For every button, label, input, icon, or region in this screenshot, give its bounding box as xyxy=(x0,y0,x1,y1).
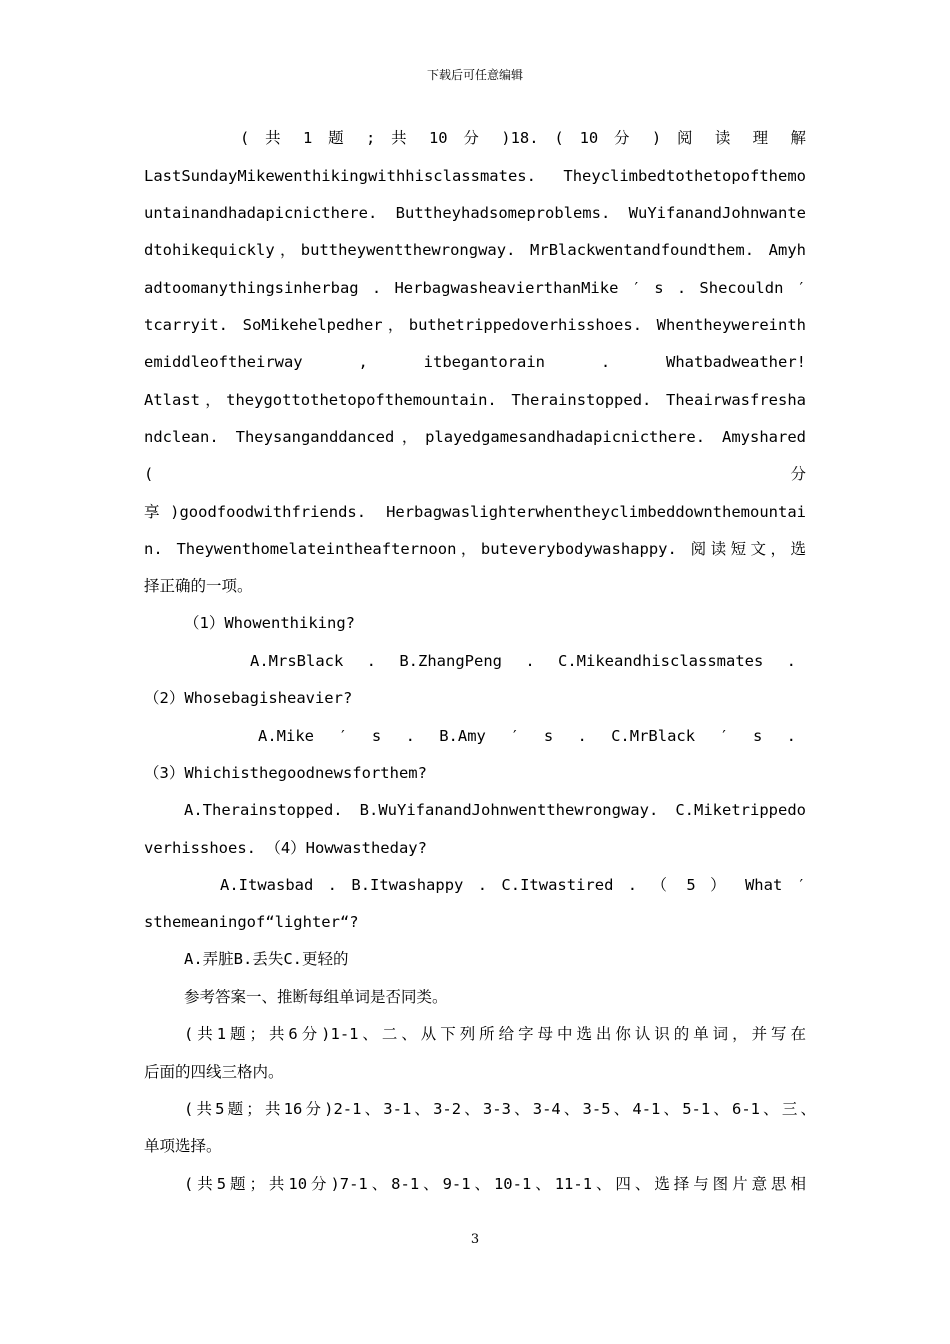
question-4: verhisshoes. （4）Howwastheday? xyxy=(144,839,427,857)
question-1: （1）Whowenthiking? xyxy=(184,614,355,632)
options-1: A.MrsBlack . B.ZhangPeng . C.Mikeandhisclassmates . xyxy=(250,652,796,670)
text-line: Atlast，theygottothetopofthemountain. Therainstopped. Theairwasfresha xyxy=(144,391,806,409)
answer-line: 单项选择。 xyxy=(144,1137,222,1155)
answer-line: (共5题；共10分)7-1、8-1、9-1、10-1、11-1、四、选择与图片意思相 xyxy=(184,1175,806,1193)
options-3: A.Therainstopped. B.WuYifanandJohnwentthewrongway. C.Miketrippedo xyxy=(184,801,806,819)
text-line: 择正确的一项。 xyxy=(144,577,253,595)
text-line: dtohikequickly，buttheywentthewrongway. MrBlackwentandfoundthem. Amyh xyxy=(144,241,806,259)
page-number: 3 xyxy=(470,1232,480,1247)
text-line: emiddleoftheirway , itbegantorain . Whatbadweather! xyxy=(144,353,806,371)
question-2: （2）Whosebagisheavier? xyxy=(144,689,353,707)
answer-heading: 参考答案一、推断每组单词是否同类。 xyxy=(184,988,448,1006)
text-line: untainandhadapicnicthere. Buttheyhadsomeproblems. WuYifanandJohnwante xyxy=(144,204,806,222)
page-header: 下载后可任意编辑 xyxy=(426,68,523,82)
answer-line: 后面的四线三格内。 xyxy=(144,1063,284,1081)
text-line: ( 共 1 题 ; 共 10 分 )18. ( 10 分 ) 阅 读 理 解 xyxy=(240,129,806,147)
text-line: LastSundayMikewenthikingwithhisclassmates. Theyclimbedtothetopofthemo xyxy=(144,167,806,185)
answer-line: (共1题；共6分)1-1、二、从下列所给字母中选出你认识的单词，并写在 xyxy=(184,1025,806,1043)
options-4: A.Itwasbad . B.Itwashappy . C.Itwastired . （ 5 ） What ′ xyxy=(220,876,806,894)
text-line: tcarryit. SoMikehelpedher，buthetrippedoverhisshoes. Whentheywereinth xyxy=(144,316,806,334)
text-line: ( 分 xyxy=(144,465,806,483)
answer-line: (共5题；共16分)2-1、3-1、3-2、3-3、3-4、3-5、4-1、5-1、6-1、三、 xyxy=(184,1100,816,1118)
text-line: n. Theywenthomelateintheafternoon，buteverybodywashappy. 阅读短文，选 xyxy=(144,540,806,558)
options-2: A.Mike ′ s . B.Amy ′ s . C.MrBlack ′ s . xyxy=(258,727,796,745)
text-line: ndclean. Theysanganddanced，playedgamesandhadapicnicthere. Amyshared xyxy=(144,428,806,446)
text-line: 享)goodfoodwithfriends. Herbagwaslighterwhentheyclimbeddownthemountai xyxy=(144,503,806,521)
question-3: （3）Whichisthegoodnewsforthem? xyxy=(144,764,427,782)
question-5: sthemeaningof“lighter“? xyxy=(144,913,359,931)
options-5: A.弄脏B.丢失C.更轻的 xyxy=(184,950,349,968)
text-line: adtoomanythingsinherbag . HerbagwasheavierthanMike ′ s . Shecouldn ′ xyxy=(144,279,806,297)
